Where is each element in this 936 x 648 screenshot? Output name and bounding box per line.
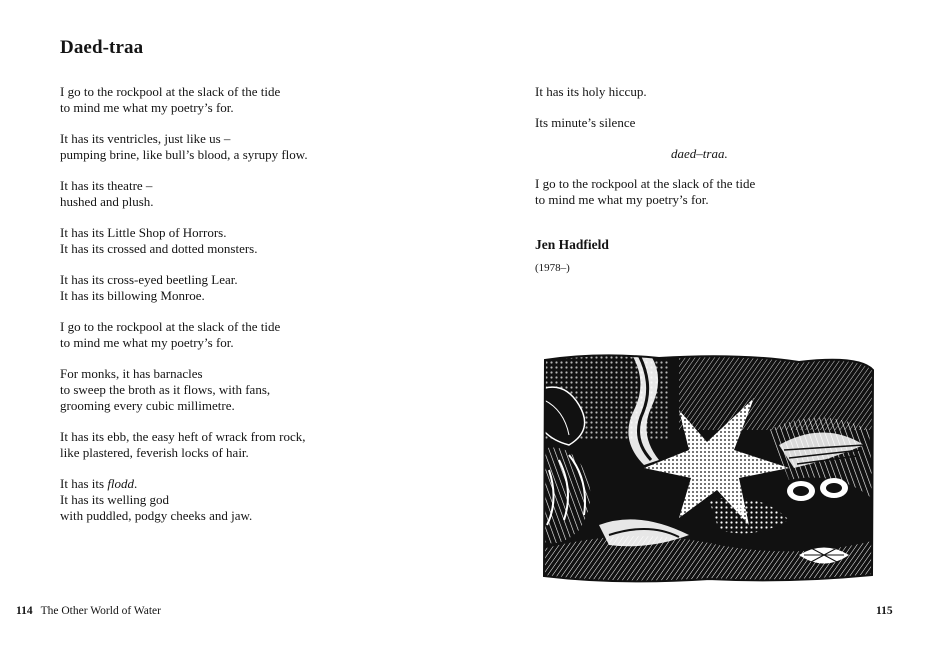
left-folio [16, 605, 161, 617]
poem-line: It has its ebb, the easy heft of wrack from rock, [60, 429, 306, 444]
stanza [60, 319, 280, 351]
poem-line: It has its crossed and dotted monsters. [60, 241, 258, 256]
poem-title: Daed-traa [60, 37, 144, 58]
stanza [60, 366, 270, 414]
stanza [535, 146, 728, 162]
poem-line: It has its holy hiccup. [535, 84, 647, 99]
poem-line: to mind me what my poetry’s for. [535, 192, 709, 207]
poem-line: with puddled, podgy cheeks and jaw. [60, 508, 253, 523]
stanza [60, 272, 238, 304]
poem-line [60, 476, 252, 492]
poem-line: I go to the rockpool at the slack of the tide [535, 176, 756, 191]
book-title: The Other World of Water [40, 605, 161, 617]
poem-line: daed–traa. [671, 146, 728, 161]
page-number: 114 [16, 605, 33, 617]
stanza [535, 176, 755, 208]
poem-line: It has its ventricles, just like us – [60, 131, 231, 146]
poem-line: It has its billowing Monroe. [60, 288, 205, 303]
stanza [60, 429, 305, 461]
right-page-number: 115 [876, 605, 893, 617]
poem-line: It has its cross-eyed beetling Lear. [60, 272, 238, 287]
poem-line: to mind me what my poetry’s for. [60, 100, 234, 115]
stanza [60, 225, 258, 257]
poem-line: It has its Little Shop of Horrors. [60, 225, 227, 240]
poem-text: It has its [60, 476, 108, 491]
stanza [60, 476, 252, 524]
poem-line: grooming every cubic millimetre. [60, 398, 235, 413]
poem-text: . [134, 476, 138, 491]
stanza [535, 115, 635, 131]
poem-line: like plastered, feverish locks of hair. [60, 445, 249, 460]
poem-line: I go to the rockpool at the slack of the tide [60, 84, 281, 99]
stanza [60, 84, 280, 116]
poem-line: It has its welling god [60, 492, 170, 507]
author-dates: (1978–) [535, 262, 570, 274]
poem-line: For monks, it has barnacles [60, 366, 203, 381]
poem-line: It has its theatre – [60, 178, 153, 193]
rockpool-woodcut-illustration [539, 350, 876, 587]
poem-line: to mind me what my poetry’s for. [60, 335, 234, 350]
poem-line: hushed and plush. [60, 194, 154, 209]
author-name: Jen Hadfield [535, 237, 609, 252]
stanza [60, 178, 154, 210]
poem-line: Its minute’s silence [535, 115, 636, 130]
poem-line: pumping brine, like bull’s blood, a syrupy flow. [60, 147, 308, 162]
poem-line: I go to the rockpool at the slack of the tide [60, 319, 281, 334]
italic-word: flodd [107, 476, 135, 491]
poem-line: to sweep the broth as it flows, with fans, [60, 382, 271, 397]
stanza [60, 131, 308, 163]
stanza [535, 84, 647, 100]
